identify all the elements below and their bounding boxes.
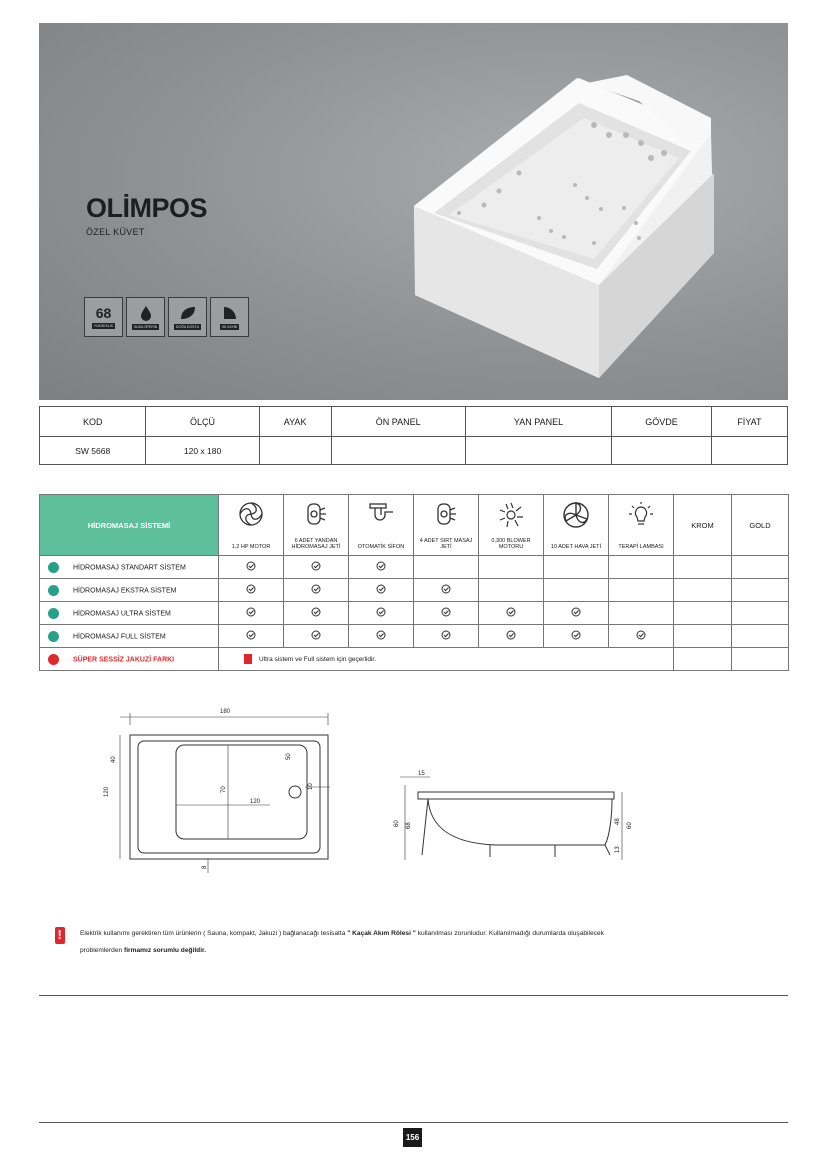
check-cell <box>414 602 479 625</box>
divider <box>39 995 788 996</box>
row-label-text: SÜPER SESSİZ JAKUZİ FARKI <box>73 655 175 663</box>
check-cell <box>219 579 284 602</box>
feature-motor <box>219 495 284 556</box>
cell-leg <box>259 437 331 465</box>
therapy-lamp-icon <box>627 501 655 529</box>
silent-note-text: Ultra sistem ve Full sistem için geçerlidir. <box>259 655 377 663</box>
cell-side-panel <box>465 437 611 465</box>
water-drop-icon <box>139 305 153 321</box>
warning-text-1: Elektrik kullanımı gerektiren tüm ürünlerin ( Sauna, kompakt, Jakuzi ) bağlanacağı tesisatta <box>80 930 346 937</box>
col-header: YAN PANEL <box>465 407 611 437</box>
col-header: AYAK <box>259 407 331 437</box>
check-cell <box>349 625 414 648</box>
check-cell <box>609 556 674 579</box>
status-dot <box>48 654 59 665</box>
check-icon <box>376 584 386 596</box>
check-icon <box>571 630 581 642</box>
warning-text-3: kullanılması zorunludur. Kullanılmadığı durumlarda oluşabilecek <box>417 930 604 937</box>
feature-label: 10 ADET HAVA JETİ <box>550 544 602 551</box>
siphon-icon <box>366 501 396 527</box>
table-row <box>40 579 789 602</box>
check-icon <box>246 584 256 596</box>
row-label-text: HİDROMASAJ EKSTRA SİSTEM <box>73 586 177 594</box>
col-gold: GOLD <box>732 495 789 556</box>
warning-text-4: problemlerden <box>80 947 123 954</box>
check-cell <box>284 625 349 648</box>
warning-text-2: " Kaçak Akım Rölesi " <box>347 930 416 937</box>
check-cell <box>609 625 674 648</box>
dim-small-b: 10 <box>308 783 314 790</box>
check-cell <box>609 579 674 602</box>
status-dot <box>48 631 59 642</box>
cell-price <box>711 437 787 465</box>
check-icon <box>311 561 321 573</box>
divider <box>39 1122 788 1123</box>
check-icon <box>571 607 581 619</box>
check-icon <box>441 630 451 642</box>
back-jet-icon <box>434 501 458 527</box>
chrome-cell <box>674 602 732 625</box>
col-header: KOD <box>40 407 146 437</box>
page-number: 156 <box>403 1128 422 1147</box>
feature-side-jet <box>284 495 349 556</box>
check-cell <box>349 602 414 625</box>
check-icon <box>376 630 386 642</box>
badge-height-value: 68 <box>95 304 112 321</box>
feature-label: 1,2 HP MOTOR <box>231 544 271 551</box>
table-row <box>40 625 789 648</box>
col-header: ÖLÇÜ <box>146 407 259 437</box>
check-cell <box>479 579 544 602</box>
dim-small-a: 40 <box>111 756 117 763</box>
product-subtitle: ÖZEL KÜVET <box>86 227 145 237</box>
dim-side-h5: 13 <box>615 846 621 853</box>
check-cell <box>479 625 544 648</box>
warning-icon <box>244 654 252 664</box>
row-label <box>40 625 219 648</box>
spec-header-row <box>40 407 788 437</box>
silent-note <box>219 648 674 671</box>
check-cell <box>414 556 479 579</box>
spec-table <box>39 406 788 465</box>
feature-siphon <box>349 495 414 556</box>
check-icon <box>246 561 256 573</box>
dim-inner-length: 120 <box>250 799 261 805</box>
check-cell <box>544 625 609 648</box>
badge-caption: SUDA SPERİN <box>133 324 158 329</box>
cell-size: 120 x 180 <box>146 437 259 465</box>
spec-value-row <box>40 437 788 465</box>
gold-cell <box>732 556 789 579</box>
check-cell <box>284 556 349 579</box>
dim-side-top: 15 <box>418 771 425 777</box>
check-icon <box>441 584 451 596</box>
row-label-text: HİDROMASAJ ULTRA SİSTEM <box>73 609 171 617</box>
row-label-text: HİDROMASAJ STANDART SİSTEM <box>73 563 186 571</box>
dim-top-width: 180 <box>220 709 231 715</box>
feature-blower <box>479 495 544 556</box>
row-label <box>40 648 219 671</box>
cell-body <box>612 437 712 465</box>
check-icon <box>311 607 321 619</box>
check-cell <box>609 602 674 625</box>
row-label-text: HİDROMASAJ FULL SİSTEM <box>73 632 166 640</box>
check-icon <box>246 630 256 642</box>
hydro-body <box>40 556 789 671</box>
check-cell <box>414 625 479 648</box>
status-dot <box>48 608 59 619</box>
badge-eco <box>168 297 207 337</box>
gold-cell <box>732 625 789 648</box>
table-row-silent <box>40 648 789 671</box>
col-header: ÖN PANEL <box>331 407 465 437</box>
dim-side-h1: 60 <box>394 820 400 827</box>
hydro-title: HİDROMASAJ SİSTEMİ <box>40 495 219 556</box>
check-cell <box>544 556 609 579</box>
badge-heat <box>210 297 249 337</box>
badge-water <box>126 297 165 337</box>
badge-height <box>84 297 123 337</box>
dim-drain-offset: 50 <box>286 753 292 760</box>
col-header: GÖVDE <box>612 407 712 437</box>
check-cell <box>284 579 349 602</box>
feature-badges <box>84 297 249 337</box>
check-cell <box>284 602 349 625</box>
feature-label: OTOMATİK SİFON <box>357 544 405 551</box>
status-dot <box>48 585 59 596</box>
warning-text <box>80 925 785 959</box>
cell-code: SW 5668 <box>40 437 146 465</box>
table-row <box>40 602 789 625</box>
product-title: OLİMPOS <box>86 193 208 223</box>
side-view-drawing <box>400 777 622 860</box>
chrome-cell <box>674 625 732 648</box>
feature-label: 0,300 BLOWER MOTORU <box>491 537 531 551</box>
check-cell <box>219 625 284 648</box>
dim-side-h2: 68 <box>406 822 412 829</box>
badge-caption: ISI KAYBI <box>221 324 238 329</box>
feature-label: TERAPİ LAMBASI <box>618 544 664 551</box>
dim-side-h4: 60 <box>627 822 633 829</box>
check-cell <box>349 556 414 579</box>
chrome-cell <box>674 648 732 671</box>
electrical-warning <box>55 925 785 959</box>
check-icon <box>376 561 386 573</box>
feature-label: 6 ADET YANDAN HİDROMASAJ JETİ <box>291 537 341 551</box>
air-jet-icon <box>560 501 592 529</box>
eco-leaf-icon <box>179 305 197 321</box>
technical-drawings <box>100 705 660 880</box>
hydro-header-row <box>40 495 789 556</box>
badge-caption: YÜKSEKLİK <box>93 323 114 328</box>
feature-therapy-lamp <box>609 495 674 556</box>
check-cell <box>544 602 609 625</box>
gold-cell <box>732 648 789 671</box>
chrome-cell <box>674 579 732 602</box>
row-label <box>40 556 219 579</box>
dim-side-h3: 48 <box>615 818 621 825</box>
feature-label: 4 ADET SIRT MASAJ JETİ <box>419 537 473 551</box>
check-cell <box>414 579 479 602</box>
check-icon <box>311 630 321 642</box>
warning-icon <box>55 927 65 944</box>
chrome-cell <box>674 556 732 579</box>
row-label <box>40 602 219 625</box>
gold-cell <box>732 602 789 625</box>
check-cell <box>479 602 544 625</box>
col-header: FİYAT <box>711 407 787 437</box>
feature-back-jet <box>414 495 479 556</box>
dim-top-height: 120 <box>104 786 110 797</box>
check-cell <box>479 556 544 579</box>
check-icon <box>376 607 386 619</box>
dim-small-c: 8 <box>202 865 208 869</box>
table-row <box>40 556 789 579</box>
check-icon <box>636 630 646 642</box>
check-icon <box>506 630 516 642</box>
check-cell <box>219 602 284 625</box>
warning-text-5: firmamız sorumlu değildir. <box>124 947 207 954</box>
feature-air-jet <box>544 495 609 556</box>
row-label <box>40 579 219 602</box>
blower-icon <box>497 501 525 529</box>
check-cell <box>349 579 414 602</box>
col-chrome: KROM <box>674 495 732 556</box>
status-dot <box>48 562 59 573</box>
dim-inner-width: 70 <box>221 786 227 793</box>
cell-front-panel <box>331 437 465 465</box>
check-icon <box>246 607 256 619</box>
gold-cell <box>732 579 789 602</box>
motor-icon <box>238 501 264 527</box>
side-jet-icon <box>304 501 328 527</box>
check-icon <box>441 607 451 619</box>
hydromassage-table <box>39 494 789 671</box>
check-cell <box>544 579 609 602</box>
check-cell <box>219 556 284 579</box>
check-icon <box>506 607 516 619</box>
badge-caption: DOĞA DOSTU <box>175 324 200 329</box>
check-icon <box>311 584 321 596</box>
product-brand <box>86 195 207 237</box>
heat-wave-icon <box>222 305 238 321</box>
